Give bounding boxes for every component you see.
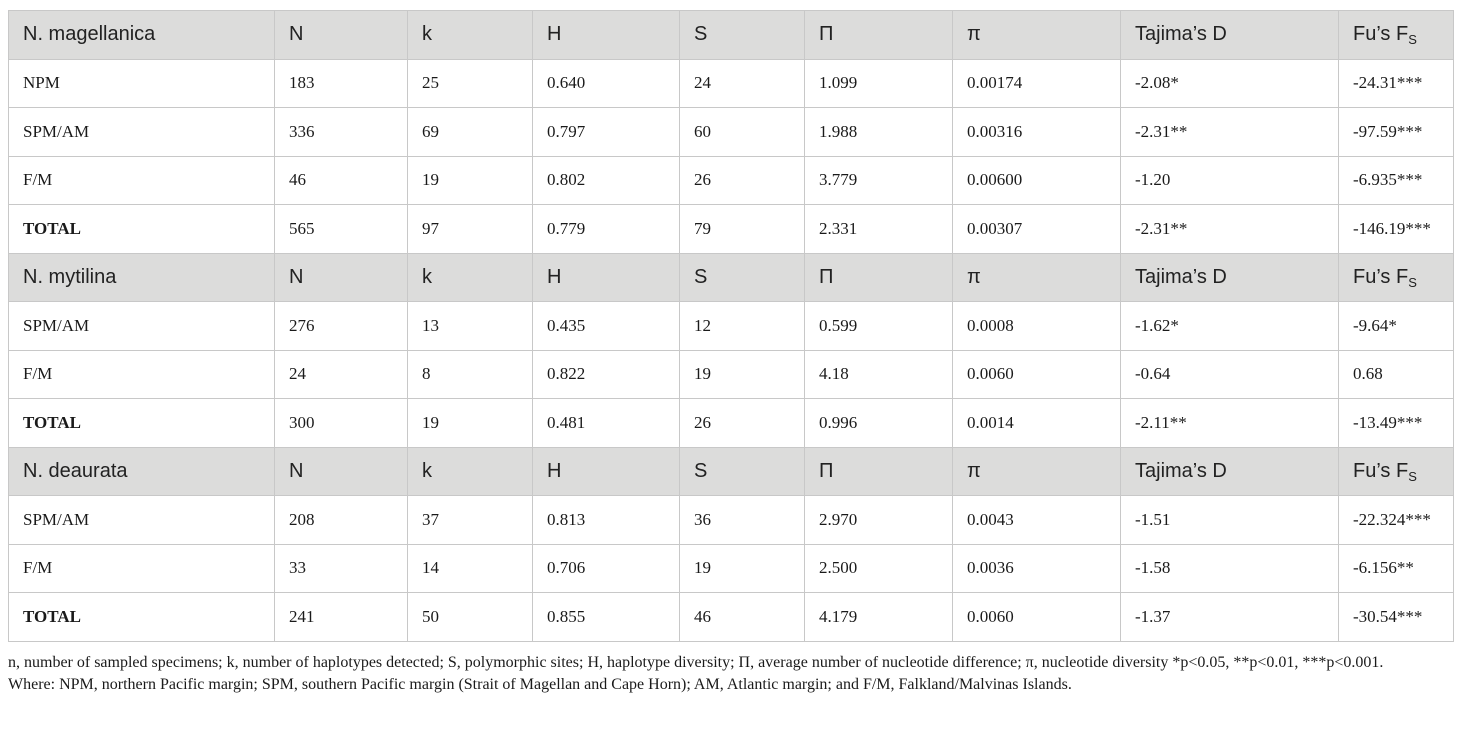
table-cell: 0.797 (533, 108, 680, 157)
table-cell: -2.31** (1121, 205, 1339, 254)
species-name (9, 447, 275, 496)
table-cell: 0.00316 (953, 108, 1121, 157)
table-row (9, 156, 1454, 205)
table-cell: -97.59*** (1339, 108, 1454, 157)
column-header (275, 11, 408, 60)
table-cell: 14 (408, 544, 533, 593)
section-header-row (9, 447, 1454, 496)
table-cell: -1.20 (1121, 156, 1339, 205)
row-label: TOTAL (9, 399, 275, 448)
header-label: Π (819, 459, 834, 482)
table-cell: 1.988 (805, 108, 953, 157)
table-cell: 37 (408, 496, 533, 545)
header-label: π (967, 459, 981, 482)
table-cell: 300 (275, 399, 408, 448)
column-header (275, 253, 408, 302)
header-label: Tajima’s D (1135, 265, 1227, 288)
table-row (9, 302, 1454, 351)
table-cell: -22.324*** (1339, 496, 1454, 545)
table-row (9, 350, 1454, 399)
table-cell: -2.11** (1121, 399, 1339, 448)
table-cell: 69 (408, 108, 533, 157)
row-label: TOTAL (9, 205, 275, 254)
table-row (9, 544, 1454, 593)
species-name (9, 253, 275, 302)
table-cell: 0.855 (533, 593, 680, 642)
table-cell: -2.08* (1121, 59, 1339, 108)
table-cell: 46 (680, 593, 805, 642)
header-label: Fu’s F (1353, 459, 1409, 482)
table-cell: 0.779 (533, 205, 680, 254)
table-cell: 0.802 (533, 156, 680, 205)
table-cell: 2.331 (805, 205, 953, 254)
table-cell: 0.0060 (953, 350, 1121, 399)
header-label: k (422, 265, 432, 288)
column-header (1121, 11, 1339, 60)
footnote-regions: Where: NPM, northern Pacific margin; SPM, southern Pacific margin (Strait of Magellan and Cape Horn); AM, Atlantic margin; and F/M, Falkland/Malvinas Islands. (8, 676, 1072, 693)
table-cell: 0.0043 (953, 496, 1121, 545)
table-cell: 19 (408, 399, 533, 448)
row-label: TOTAL (9, 593, 275, 642)
table-cell: -1.62* (1121, 302, 1339, 351)
footnote-definitions: n, number of sampled specimens; k, number of haplotypes detected; S, polymorphic sites; H, haplotype diversity; Π, average number of nucleotide difference; π, nucleotide diversity *p<0.05, **p<0.01, ***p<0.001. (8, 654, 1384, 671)
row-label: SPM/AM (9, 302, 275, 351)
table-cell: -9.64* (1339, 302, 1454, 351)
header-label: Fu’s F (1353, 23, 1409, 46)
column-header (1339, 447, 1454, 496)
table-cell: 36 (680, 496, 805, 545)
column-header (1121, 447, 1339, 496)
table-cell: 208 (275, 496, 408, 545)
column-header (275, 447, 408, 496)
table-cell: 0.996 (805, 399, 953, 448)
header-label: S (694, 459, 708, 482)
table-cell: 46 (275, 156, 408, 205)
table-row (9, 205, 1454, 254)
column-header (953, 253, 1121, 302)
table-cell: 25 (408, 59, 533, 108)
species-name (9, 11, 275, 60)
table-cell: 0.0036 (953, 544, 1121, 593)
table-cell: 0.00600 (953, 156, 1121, 205)
header-label: Fu’s F (1353, 265, 1409, 288)
header-label: Π (819, 23, 834, 46)
table-cell: 79 (680, 205, 805, 254)
table-cell: 3.779 (805, 156, 953, 205)
table-cell: 241 (275, 593, 408, 642)
header-label: N. mytilina (23, 265, 117, 288)
header-label: S (694, 23, 708, 46)
table-cell: 0.599 (805, 302, 953, 351)
header-label: S (694, 265, 708, 288)
table-row (9, 496, 1454, 545)
header-label: π (967, 23, 981, 46)
table-cell: 0.0008 (953, 302, 1121, 351)
header-subscript: S (1408, 32, 1417, 48)
column-header (953, 447, 1121, 496)
table-cell: 60 (680, 108, 805, 157)
column-header (408, 11, 533, 60)
header-label: k (422, 459, 432, 482)
header-label: π (967, 265, 981, 288)
table-cell: 50 (408, 593, 533, 642)
table-cell: 0.0060 (953, 593, 1121, 642)
row-label: SPM/AM (9, 108, 275, 157)
table-cell: 336 (275, 108, 408, 157)
table-cell: 2.970 (805, 496, 953, 545)
table-cell: 0.0014 (953, 399, 1121, 448)
header-label: H (547, 23, 562, 46)
column-header (1121, 253, 1339, 302)
column-header (680, 447, 805, 496)
header-label: H (547, 459, 562, 482)
column-header (805, 11, 953, 60)
row-label: F/M (9, 350, 275, 399)
table-cell: 4.179 (805, 593, 953, 642)
table-cell: 1.099 (805, 59, 953, 108)
table-cell: 97 (408, 205, 533, 254)
header-label: Π (819, 265, 834, 288)
column-header (805, 253, 953, 302)
header-label: N (289, 265, 304, 288)
table-cell: 19 (680, 350, 805, 399)
column-header (533, 447, 680, 496)
table-cell: 0.68 (1339, 350, 1454, 399)
table-cell: -2.31** (1121, 108, 1339, 157)
table-cell: 19 (680, 544, 805, 593)
header-subscript: S (1408, 468, 1417, 484)
column-header (408, 447, 533, 496)
table-row (9, 59, 1454, 108)
table-cell: 26 (680, 399, 805, 448)
section-header-row (9, 253, 1454, 302)
table-footnotes (8, 652, 1453, 696)
table-cell: -6.156** (1339, 544, 1454, 593)
table-cell: 0.813 (533, 496, 680, 545)
row-label: F/M (9, 544, 275, 593)
diversity-table (8, 10, 1454, 642)
header-label: N (289, 23, 304, 46)
table-cell: -1.37 (1121, 593, 1339, 642)
table-cell: 0.640 (533, 59, 680, 108)
row-label: F/M (9, 156, 275, 205)
table-cell: 276 (275, 302, 408, 351)
table-cell: 24 (275, 350, 408, 399)
column-header (680, 11, 805, 60)
header-label: k (422, 23, 432, 46)
row-label: NPM (9, 59, 275, 108)
table-cell: -30.54*** (1339, 593, 1454, 642)
section-header-row (9, 11, 1454, 60)
table-cell: -1.58 (1121, 544, 1339, 593)
table-cell: 0.706 (533, 544, 680, 593)
table-cell: 183 (275, 59, 408, 108)
table-cell: -13.49*** (1339, 399, 1454, 448)
table-cell: -146.19*** (1339, 205, 1454, 254)
header-label: H (547, 265, 562, 288)
table-cell: 12 (680, 302, 805, 351)
column-header (1339, 253, 1454, 302)
header-label: Tajima’s D (1135, 23, 1227, 46)
table-cell: -1.51 (1121, 496, 1339, 545)
column-header (408, 253, 533, 302)
table-row (9, 593, 1454, 642)
table-row (9, 399, 1454, 448)
table-cell: 2.500 (805, 544, 953, 593)
header-subscript: S (1408, 274, 1417, 290)
header-label: N. magellanica (23, 23, 156, 46)
column-header (805, 447, 953, 496)
table-cell: 0.00307 (953, 205, 1121, 254)
table-cell: -6.935*** (1339, 156, 1454, 205)
table-cell: 0.435 (533, 302, 680, 351)
table-row (9, 108, 1454, 157)
table-cell: 4.18 (805, 350, 953, 399)
header-label: N (289, 459, 304, 482)
column-header (533, 253, 680, 302)
column-header (1339, 11, 1454, 60)
table-cell: -24.31*** (1339, 59, 1454, 108)
header-label: N. deaurata (23, 459, 128, 482)
table-cell: 19 (408, 156, 533, 205)
table-cell: 0.00174 (953, 59, 1121, 108)
table-cell: 0.822 (533, 350, 680, 399)
table-cell: 24 (680, 59, 805, 108)
data-table-container (8, 10, 1453, 642)
column-header (680, 253, 805, 302)
table-cell: 8 (408, 350, 533, 399)
row-label: SPM/AM (9, 496, 275, 545)
table-cell: 565 (275, 205, 408, 254)
table-cell: 26 (680, 156, 805, 205)
table-cell: 13 (408, 302, 533, 351)
table-cell: -0.64 (1121, 350, 1339, 399)
table-cell: 0.481 (533, 399, 680, 448)
column-header (533, 11, 680, 60)
header-label: Tajima’s D (1135, 459, 1227, 482)
column-header (953, 11, 1121, 60)
table-cell: 33 (275, 544, 408, 593)
